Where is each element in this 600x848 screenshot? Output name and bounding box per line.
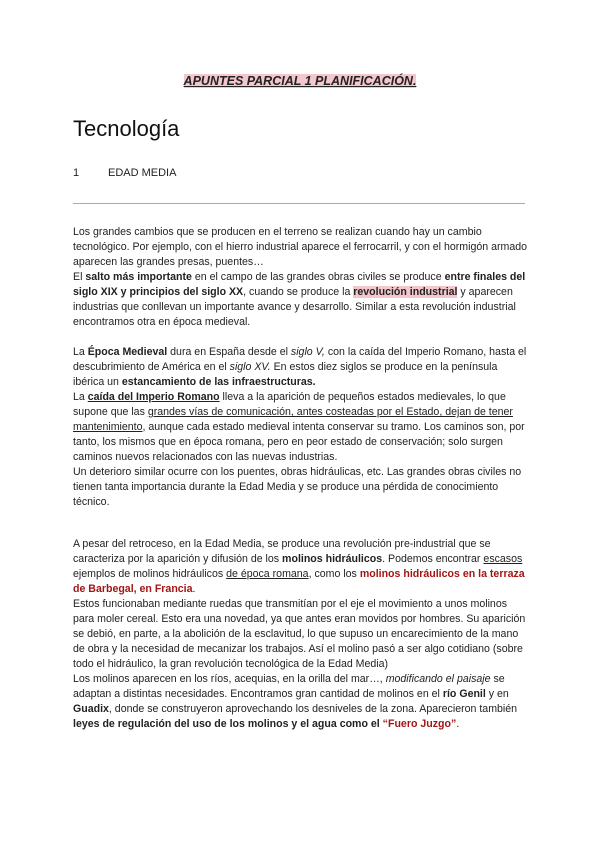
section-number: 1 (73, 167, 80, 179)
section-title: EDAD MEDIA (108, 167, 177, 179)
highlight: revolución industrial (353, 286, 458, 298)
paragraph-5: Un deterioro similar ocurre con los puentes, obras hidráulicas, etc. Las grandes obras civiles no tienen tanta importancia durante la Edad Media y se produce una pérdida de conocimiento técnico. (73, 466, 522, 508)
paragraph-2: El salto más importante en el campo de las grandes obras civiles se produce entre finales del siglo XIX y principios del siglo XX, cuando se produce la revolución industrial y aparecen industrias que conllevan un importante avance y desarrollo. Similar a esta revolución industrial encontramos otra en época medieval. (73, 271, 526, 328)
paragraph-4: La caída del Imperio Romano lleva a la aparición de pequeños estados medievales, lo que supone que las grandes vías de comunicación, antes costeadas por el Estado, dejan de tener mantenimiento, aunque cada estado medieval intenta conservar su tramo. Los caminos son, por tanto, los mismos que en época romana, pero en peor estado de conservación; solo surgen caminos nuevos relacionados con las nuevas industrias. (73, 391, 525, 463)
section-heading (73, 167, 176, 179)
paragraph-3: La Época Medieval dura en España desde el siglo V, con la caída del Imperio Romano, hasta el descubrimiento de América en el siglo XV. En estos diez siglos se produce en la península ibérica un estancamiento de las infraestructuras. (73, 346, 527, 388)
body-text (73, 225, 531, 732)
divider (73, 203, 525, 204)
paragraph-1: Los grandes cambios que se producen en el terreno se realizan cuando hay un cambio tecnológico. Por ejemplo, con el hierro industrial aparece el ferrocarril, y con el hormigón armado aparecen las grandes presas, puentes… (73, 226, 527, 268)
paragraph-8: Los molinos aparecen en los ríos, acequias, en la orilla del mar…, modificando el paisaje se adaptan a distintas necesidades. Encontramos gran cantidad de molinos en el río Genil y en Guadix, donde se construyeron aprovechando los desniveles de la zona. Aparecieron también leyes de regulación del uso de los molinos y el agua como el “Fuero Juzgo”. (73, 673, 518, 730)
paragraph-7: Estos funcionaban mediante ruedas que transmitían por el eje el movimiento a unos molinos para moler cereal. Esto era una novedad, ya que antes eran movidos por hombres. Su aparición se debió, en parte, a la abolición de la esclavitud, lo que supuso un encarecimiento de la mano de obra y la necesidad de mecanizar los trabajos. Así el molino pasó a ser algo cotidiano (sobre todo el hidráulico, la gran revolución tecnológica de la Edad Media) (73, 598, 526, 670)
page-heading: Tecnología (73, 116, 180, 141)
paragraph-6: A pesar del retroceso, en la Edad Media, se produce una revolución pre-industrial que se caracteriza por la aparición y difusión de los molinos hidráulicos. Podemos encontrar escasos ejemplos de molinos hidráulicos de época romana, como los molinos hidráulicos en la terraza de Barbegal, en Francia. (73, 538, 525, 595)
document-title: APUNTES PARCIAL 1 PLANIFICACIÓN. (183, 74, 417, 88)
